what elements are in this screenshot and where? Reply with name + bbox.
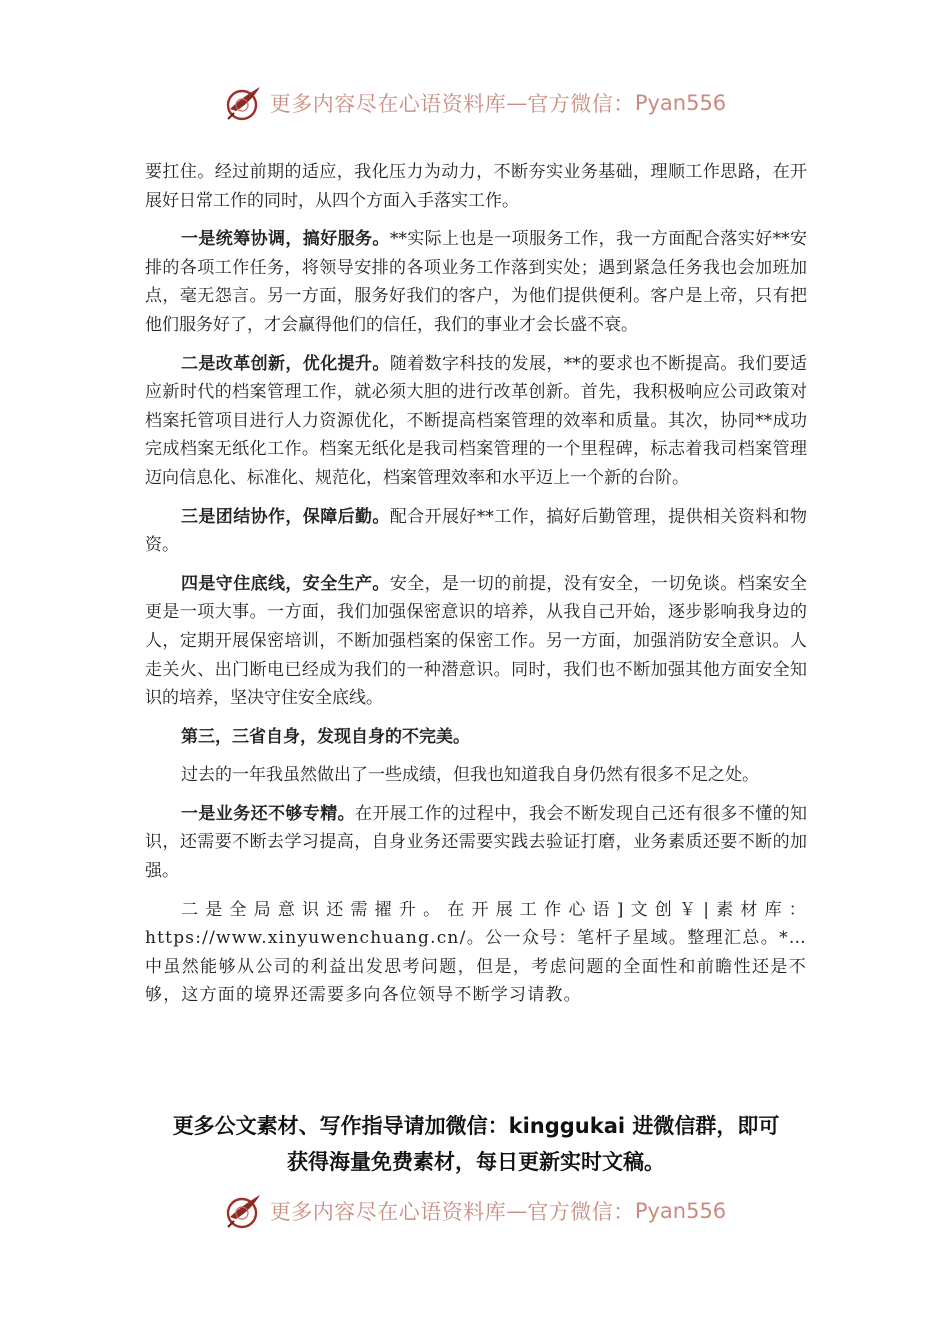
paragraph-2 [145,225,807,339]
paragraph-2-text: **实际上也是一项服务工作，我一方面配合落实好**安排的各项工作任务，将领导安排的各项业务工作落到实处；遇到紧急任务我也会加班加点，毫无怨言。另一方面，服务好我们的客户，为他们提供便利。客户是上帝，只有把他们服务好了，才会赢得他们的信任，我们的事业才会长盛不衰。 [145,229,808,335]
paragraph-8-text: 在开展工作的过程中，我会不断发现自己还有很多不懂的知识，还需要不断去学习提高，自身业务还需要实践去验证打磨，业务素质还要不断的加强。 [145,803,807,882]
promo-note-line-2: 获得海量免费素材，每日更新实时文稿。 [287,1150,665,1174]
section-heading-text: 第三，三省自身，发现自身的不完美。 [181,726,470,747]
banner-separator: — [506,1199,528,1223]
banner-text: 更多内容尽在心语资料库 [269,1200,507,1224]
quill-logo-icon [224,83,264,123]
paragraph-1-text: 要扛住。经过前期的适应，我化压力为动力，不断夯实业务基础，理顺工作思路，在开展好日常工作的同时，从四个方面入手落实工作。 [145,162,807,211]
paragraph-9 [145,896,807,1010]
paragraph-4-lead: 三是团结协作，保障后勤。 [181,506,390,527]
document-body [145,158,807,1020]
paragraph-7 [145,761,807,790]
paragraph-9-text: 二是全局意识还需擢升。在开展工作心语]文创￥|素材库：https://www.xinyuwenchuang.cn/。公一众号：笔杆子星域。整理汇总。*…中虽然能够从公司的利益出发思考问题，但是，考虑问题的全面性和前瞻性还是不够，这方面的境界还需要多向各位领导不断学习请教。 [145,899,807,1006]
banner-wechat-id: Pyan556 [634,1199,727,1223]
section-heading [145,723,807,752]
paragraph-3-lead: 二是改革创新，优化提升。 [181,353,390,374]
promo-note-line-1: 更多公文素材、写作指导请加微信：kinggukai 进微信群，即可 [172,1114,780,1138]
paragraph-4 [145,503,807,560]
paragraph-5-lead: 四是守住底线，安全生产。 [181,573,390,594]
paragraph-5 [145,570,807,713]
banner-wechat-label: 官方微信： [527,92,635,116]
banner-text: 更多内容尽在心语资料库 [269,92,507,116]
paragraph-8 [145,800,807,886]
paragraph-4-text: 配合开展好**工作，搞好后勤管理，提供相关资料和物资。 [145,506,808,556]
paragraph-2-lead: 一是统筹协调，搞好服务。 [181,229,390,250]
paragraph-7-text: 过去的一年我虽然做出了一些成绩，但我也知道我自身仍然有很多不足之处。 [181,765,759,786]
promo-note [120,1108,832,1180]
paragraph-5-text: 安全，是一切的前提，没有安全，一切免谈。档案安全更是一项大事。一方面，我们加强保密意识的培养，从我自己开始，逐步影响我身边的人，定期开展保密培训，不断加强档案的保密工作。另一方面，加强消防安全意识。人走关火、出门断电已经成为我们的一种潜意识。同时，我们也不断加强其他方面安全知识的培养，坚决守住安全底线。 [145,573,808,709]
paragraph-3-text: 随着数字科技的发展，**的要求也不断提高。我们要适应新时代的档案管理工作，就必须大胆的进行改革创新。首先，我积极响应公司政策对档案托管项目进行人力资源优化，不断提高档案管理的效率和质量。其次，协同**成功完成档案无纸化工作。档案无纸化是我司档案管理的一个里程碑，标志着我司档案管理迈向信息化、标准化、规范化，档案管理效率和水平迈上一个新的台阶。 [145,353,808,488]
paragraph-3 [145,350,807,493]
banner-wechat-label: 官方微信： [527,1200,635,1224]
banner-wechat-id: Pyan556 [634,91,727,115]
banner-separator: — [506,91,528,115]
paragraph-1 [145,158,807,215]
paragraph-8-lead: 一是业务还不够专精。 [181,803,355,824]
footer-banner [0,1186,950,1236]
header-banner [0,78,950,128]
quill-logo-icon [224,1191,264,1231]
